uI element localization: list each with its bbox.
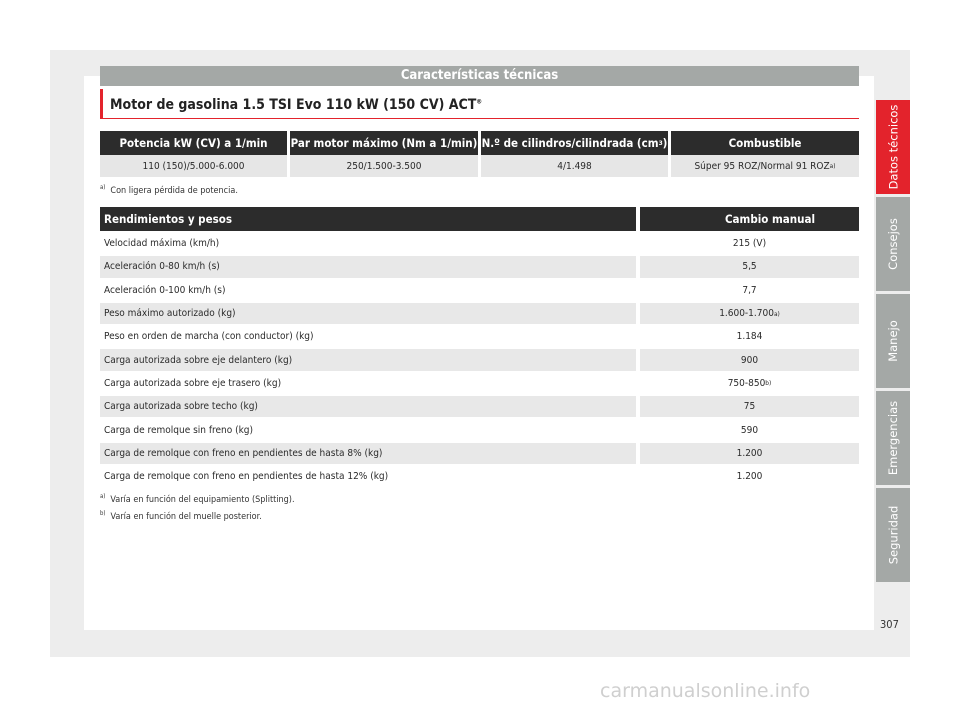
perf-row-label: Carga de remolque con freno en pendientes de hasta 8% (kg): [100, 443, 636, 464]
perf-row-value: [640, 396, 859, 417]
spec-value-fuel: Súper 95 ROZ/Normal 91 ROZ a): [671, 155, 859, 177]
perf-row-value-text: 1.184: [736, 331, 763, 343]
spec-value-fuel-text: Súper 95 ROZ/Normal 91 ROZ: [694, 160, 830, 172]
table-row: [100, 443, 859, 464]
tab-label: Consejos: [886, 218, 900, 270]
spec-footnote-text: Con ligera pérdida de potencia.: [110, 186, 238, 196]
perf-footnote-a-mark: a): [100, 493, 106, 500]
perf-row-value: [640, 233, 859, 254]
table-row: [100, 419, 859, 440]
perf-row-label: Velocidad máxima (km/h): [100, 233, 636, 254]
perf-header-right: Cambio manual: [640, 207, 859, 231]
perf-row-value-text: 7,7: [742, 284, 757, 296]
perf-row-value: [640, 326, 859, 347]
perf-row-value-text: 1.600-1.700: [719, 308, 774, 320]
perf-row-label: Carga de remolque sin freno (kg): [100, 419, 636, 440]
perf-row-value-text: 900: [740, 354, 759, 366]
perf-header-left: Rendimientos y pesos: [100, 207, 636, 231]
spec-header-row: [100, 131, 859, 155]
registered-mark: ®: [476, 97, 483, 106]
tab-label: Manejo: [886, 320, 901, 362]
spec-value-row: [100, 155, 859, 177]
section-header: Características técnicas: [100, 66, 859, 86]
watermark-text: carmanualsonline.info: [600, 680, 811, 702]
perf-footnote-b: [100, 512, 262, 522]
spec-footnote-mark: a): [100, 184, 106, 191]
perf-row-value-text: 590: [740, 424, 759, 436]
perf-row-label: Aceleración 0-100 km/h (s): [100, 280, 636, 301]
spec-header-cylinders: N.º de cilindros/cilindrada (cm 3 ): [481, 131, 668, 155]
spec-footnote: [100, 186, 238, 196]
perf-row-value-text: 750-850: [727, 377, 766, 389]
spec-value-torque: 250/1.500-3.500: [290, 155, 478, 177]
spec-header-torque: Par motor máximo (Nm a 1/min): [290, 131, 478, 155]
engine-spec-table: [100, 131, 859, 177]
perf-row-value-text: 75: [743, 401, 756, 413]
page-title: [110, 97, 482, 113]
page-title-text: Motor de gasolina 1.5 TSI Evo 110 kW (150 CV) ACT: [110, 97, 477, 113]
tab-datos-tecnicos[interactable]: [876, 100, 910, 194]
table-row: [100, 280, 859, 301]
perf-row-label: Carga autorizada sobre eje trasero (kg): [100, 373, 636, 394]
perf-row-value-text: 215 (V): [732, 238, 767, 250]
perf-row-label: Carga autorizada sobre eje delantero (kg): [100, 349, 636, 370]
perf-row-label: Carga autorizada sobre techo (kg): [100, 396, 636, 417]
perf-row-value: [640, 256, 859, 277]
perf-row-value: [640, 419, 859, 440]
perf-row-value: [640, 349, 859, 370]
table-row: [100, 233, 859, 254]
perf-row-label: Peso máximo autorizado (kg): [100, 303, 636, 324]
perf-row-value: 750-850 b): [640, 373, 859, 394]
tab-manejo[interactable]: [876, 294, 910, 388]
tab-label: Emergencias: [886, 400, 901, 476]
spec-value-power: 110 (150)/5.000-6.000: [100, 155, 287, 177]
perf-row-value: 1.600-1.700 a): [640, 303, 859, 324]
table-row: [100, 326, 859, 347]
perf-row-value-text: 5,5: [742, 261, 757, 273]
table-row: [100, 373, 859, 394]
tab-label: Seguridad: [886, 505, 901, 565]
perf-row-value-text: 1.200: [736, 447, 763, 459]
title-accent-bar: [100, 89, 103, 119]
tab-emergencias[interactable]: [876, 391, 910, 485]
perf-footnote-b-mark: b): [100, 510, 106, 517]
spec-header-cylinders-text: N.º de cilindros/cilindrada (cm: [481, 136, 659, 150]
perf-row-label: Peso en orden de marcha (con conductor) (kg): [100, 326, 636, 347]
table-row: [100, 256, 859, 277]
perf-footnote-b-text: Varía en función del muelle posterior.: [110, 512, 262, 522]
perf-row-value: [640, 443, 859, 464]
tab-seguridad[interactable]: [876, 488, 910, 582]
title-underline: [100, 118, 859, 119]
table-row: [100, 466, 859, 487]
perf-row-label: Aceleración 0-80 km/h (s): [100, 256, 636, 277]
table-row: [100, 396, 859, 417]
tab-consejos[interactable]: [876, 197, 910, 291]
spec-header-power: Potencia kW (CV) a 1/min: [100, 131, 287, 155]
perf-rows: [100, 233, 859, 487]
spec-header-cylinders-close: ): [662, 136, 668, 150]
perf-footnote-a: [100, 495, 295, 505]
spec-header-fuel: Combustible: [671, 131, 859, 155]
table-row: [100, 349, 859, 370]
perf-row-label: Carga de remolque con freno en pendientes de hasta 12% (kg): [100, 466, 636, 487]
page-number: 307: [880, 618, 899, 631]
spec-value-cylinders: 4/1.498: [481, 155, 668, 177]
perf-row-value: [640, 466, 859, 487]
perf-row-value: [640, 280, 859, 301]
perf-header-row: [100, 207, 859, 231]
performance-table: [100, 207, 859, 487]
tab-label: Datos técnicos: [886, 104, 900, 190]
perf-footnote-a-text: Varía en función del equipamiento (Splitting).: [110, 495, 295, 505]
table-row: [100, 303, 859, 324]
perf-row-value-text: 1.200: [736, 471, 763, 483]
